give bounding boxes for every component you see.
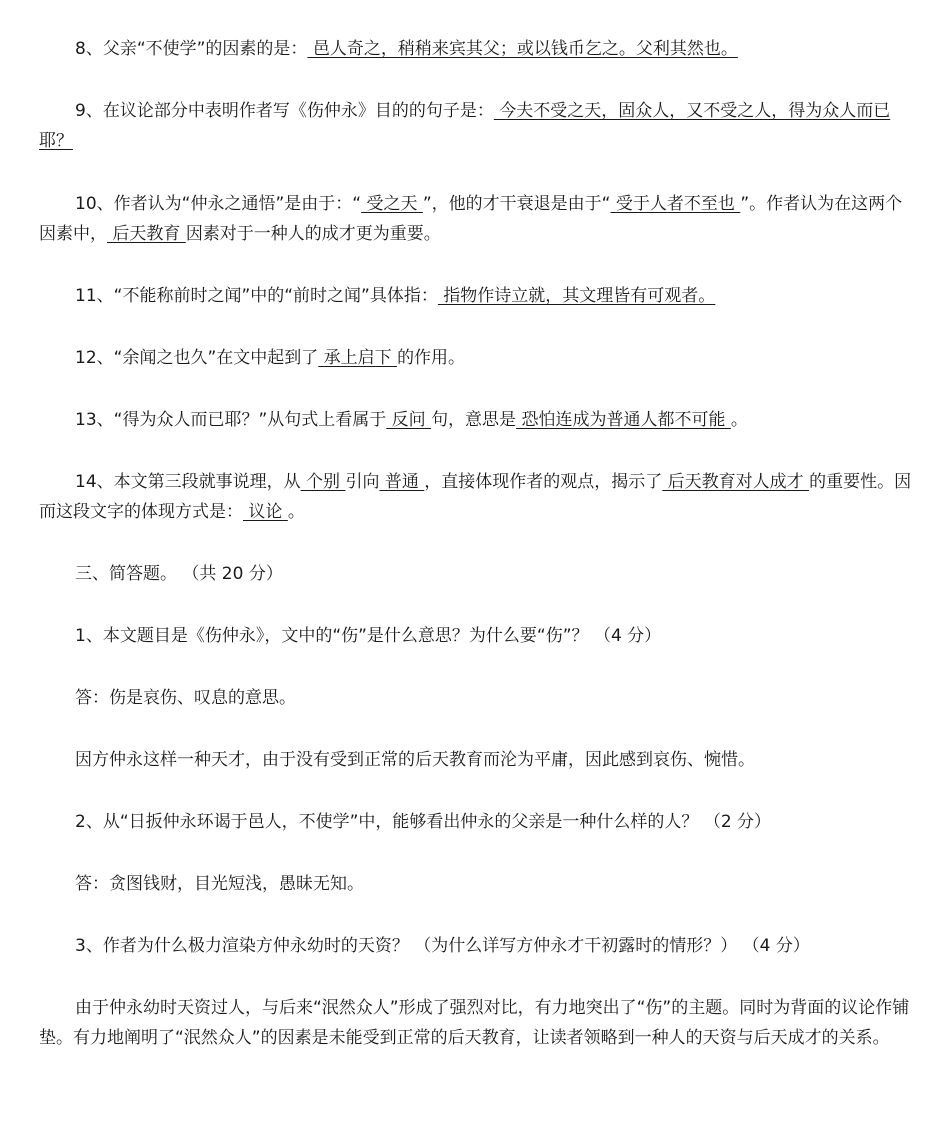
paragraph-q8 bbox=[39, 34, 913, 64]
text-segment: 14、本文第三段就事说理，从 bbox=[75, 472, 301, 492]
text-segment: 因素对于一种人的成才更为重要。 bbox=[185, 224, 441, 244]
text-segment: 8、父亲“不使学”的因素的是： bbox=[75, 39, 308, 59]
answer-blank: 指物作诗立就，其文理皆有可观者。 bbox=[437, 286, 716, 306]
text-segment: 的重要性。因而这段文字的体现方式是： bbox=[39, 472, 912, 522]
answer-blank: 受之天 bbox=[361, 194, 423, 214]
paragraph-short-a1-reason bbox=[39, 745, 913, 775]
answer-blank: 后天教育对人成才 bbox=[662, 472, 810, 492]
answer-blank: 受于人者不至也 bbox=[610, 194, 741, 214]
text-segment: 10、作者认为“仲永之通悟”是由于：“ bbox=[75, 194, 362, 214]
answer-blank: 议论 bbox=[243, 502, 288, 522]
paragraph-short-a2 bbox=[39, 869, 913, 899]
text-segment: 2、从“日扳仲永环谒于邑人，不使学”中，能够看出仲永的父亲是一种什么样的人？ （2 分） bbox=[75, 812, 772, 832]
answer-blank: 今夫不受之天，固众人，又不受之人，得为众人而已耶？ bbox=[39, 101, 891, 151]
paragraph-q12 bbox=[39, 343, 913, 373]
text-segment: 12、“余闻之也久”在文中起到了 bbox=[75, 348, 319, 368]
text-segment: 13、“得为众人而已耶？”从句式上看属于 bbox=[75, 410, 387, 430]
paragraph-short-a1 bbox=[39, 683, 913, 713]
text-segment: 。 bbox=[287, 502, 305, 522]
answer-blank: 普通 bbox=[379, 472, 425, 492]
paragraph-q13 bbox=[39, 405, 913, 435]
text-segment: 由于仲永幼时天资过人，与后来“泯然众人”形成了强烈对比，有力地突出了“伤”的主题。同时为背面的议论作铺垫。有力地阐明了“泯然众人”的因素是未能受到正常的后天教育，让读者领略到一种人的天资与后天成才的关系。 bbox=[39, 998, 910, 1048]
paragraph-short-q1 bbox=[39, 621, 913, 651]
text-segment: 句，意思是 bbox=[431, 410, 517, 430]
text-segment: 。 bbox=[730, 410, 748, 430]
section-heading bbox=[39, 559, 913, 589]
text-segment: 答：伤是哀伤、叹息的意思。 bbox=[75, 688, 296, 708]
answer-blank: 邑人奇之，稍稍来宾其父；或以钱币乞之。父利其然也。 bbox=[307, 39, 738, 59]
paragraph-short-a3 bbox=[39, 993, 913, 1053]
text-segment: 答：贪图钱财，目光短浅，愚昧无知。 bbox=[75, 874, 364, 894]
text-segment: 1、本文题目是《伤仲永》，文中的“伤”是什么意思？为什么要“伤”？ （4 分） bbox=[75, 626, 662, 646]
answer-blank: 后天教育 bbox=[107, 224, 186, 244]
text-segment: ”，他的才干衰退是由于“ bbox=[422, 194, 611, 214]
paragraph-q11 bbox=[39, 281, 913, 311]
paragraph-q9 bbox=[39, 96, 913, 156]
text-segment: ”。作者认为在这两个因素中， bbox=[39, 194, 903, 244]
text-segment: ，直接体现作者的观点，揭示了 bbox=[424, 472, 663, 492]
text-segment: 11、“不能称前时之闻”中的“前时之闻”具体指： bbox=[75, 286, 438, 306]
answer-blank: 恐怕连成为普通人都不可能 bbox=[516, 410, 731, 430]
answer-blank: 个别 bbox=[300, 472, 346, 492]
text-segment: 三、简答题。 （共 20 分） bbox=[75, 564, 283, 584]
text-segment: 9、在议论部分中表明作者写《伤仲永》目的的句子是： bbox=[75, 101, 494, 121]
answer-blank: 承上启下 bbox=[318, 348, 398, 368]
paragraph-q10 bbox=[39, 189, 913, 249]
text-segment: 因方仲永这样一种天才，由于没有受到正常的后天教育而沦为平庸，因此感到哀伤、惋惜。 bbox=[75, 750, 755, 770]
answer-blank: 反问 bbox=[386, 410, 432, 430]
paragraph-short-q3 bbox=[39, 931, 913, 961]
paragraph-short-q2 bbox=[39, 807, 913, 837]
text-segment: 3、作者为什么极力渲染方仲永幼时的天资？ （为什么详写方仲永才干初露时的情形？） （4 分） bbox=[75, 936, 810, 956]
text-segment: 的作用。 bbox=[397, 348, 466, 368]
text-segment: 引向 bbox=[345, 472, 380, 492]
paragraph-q14 bbox=[39, 467, 913, 527]
